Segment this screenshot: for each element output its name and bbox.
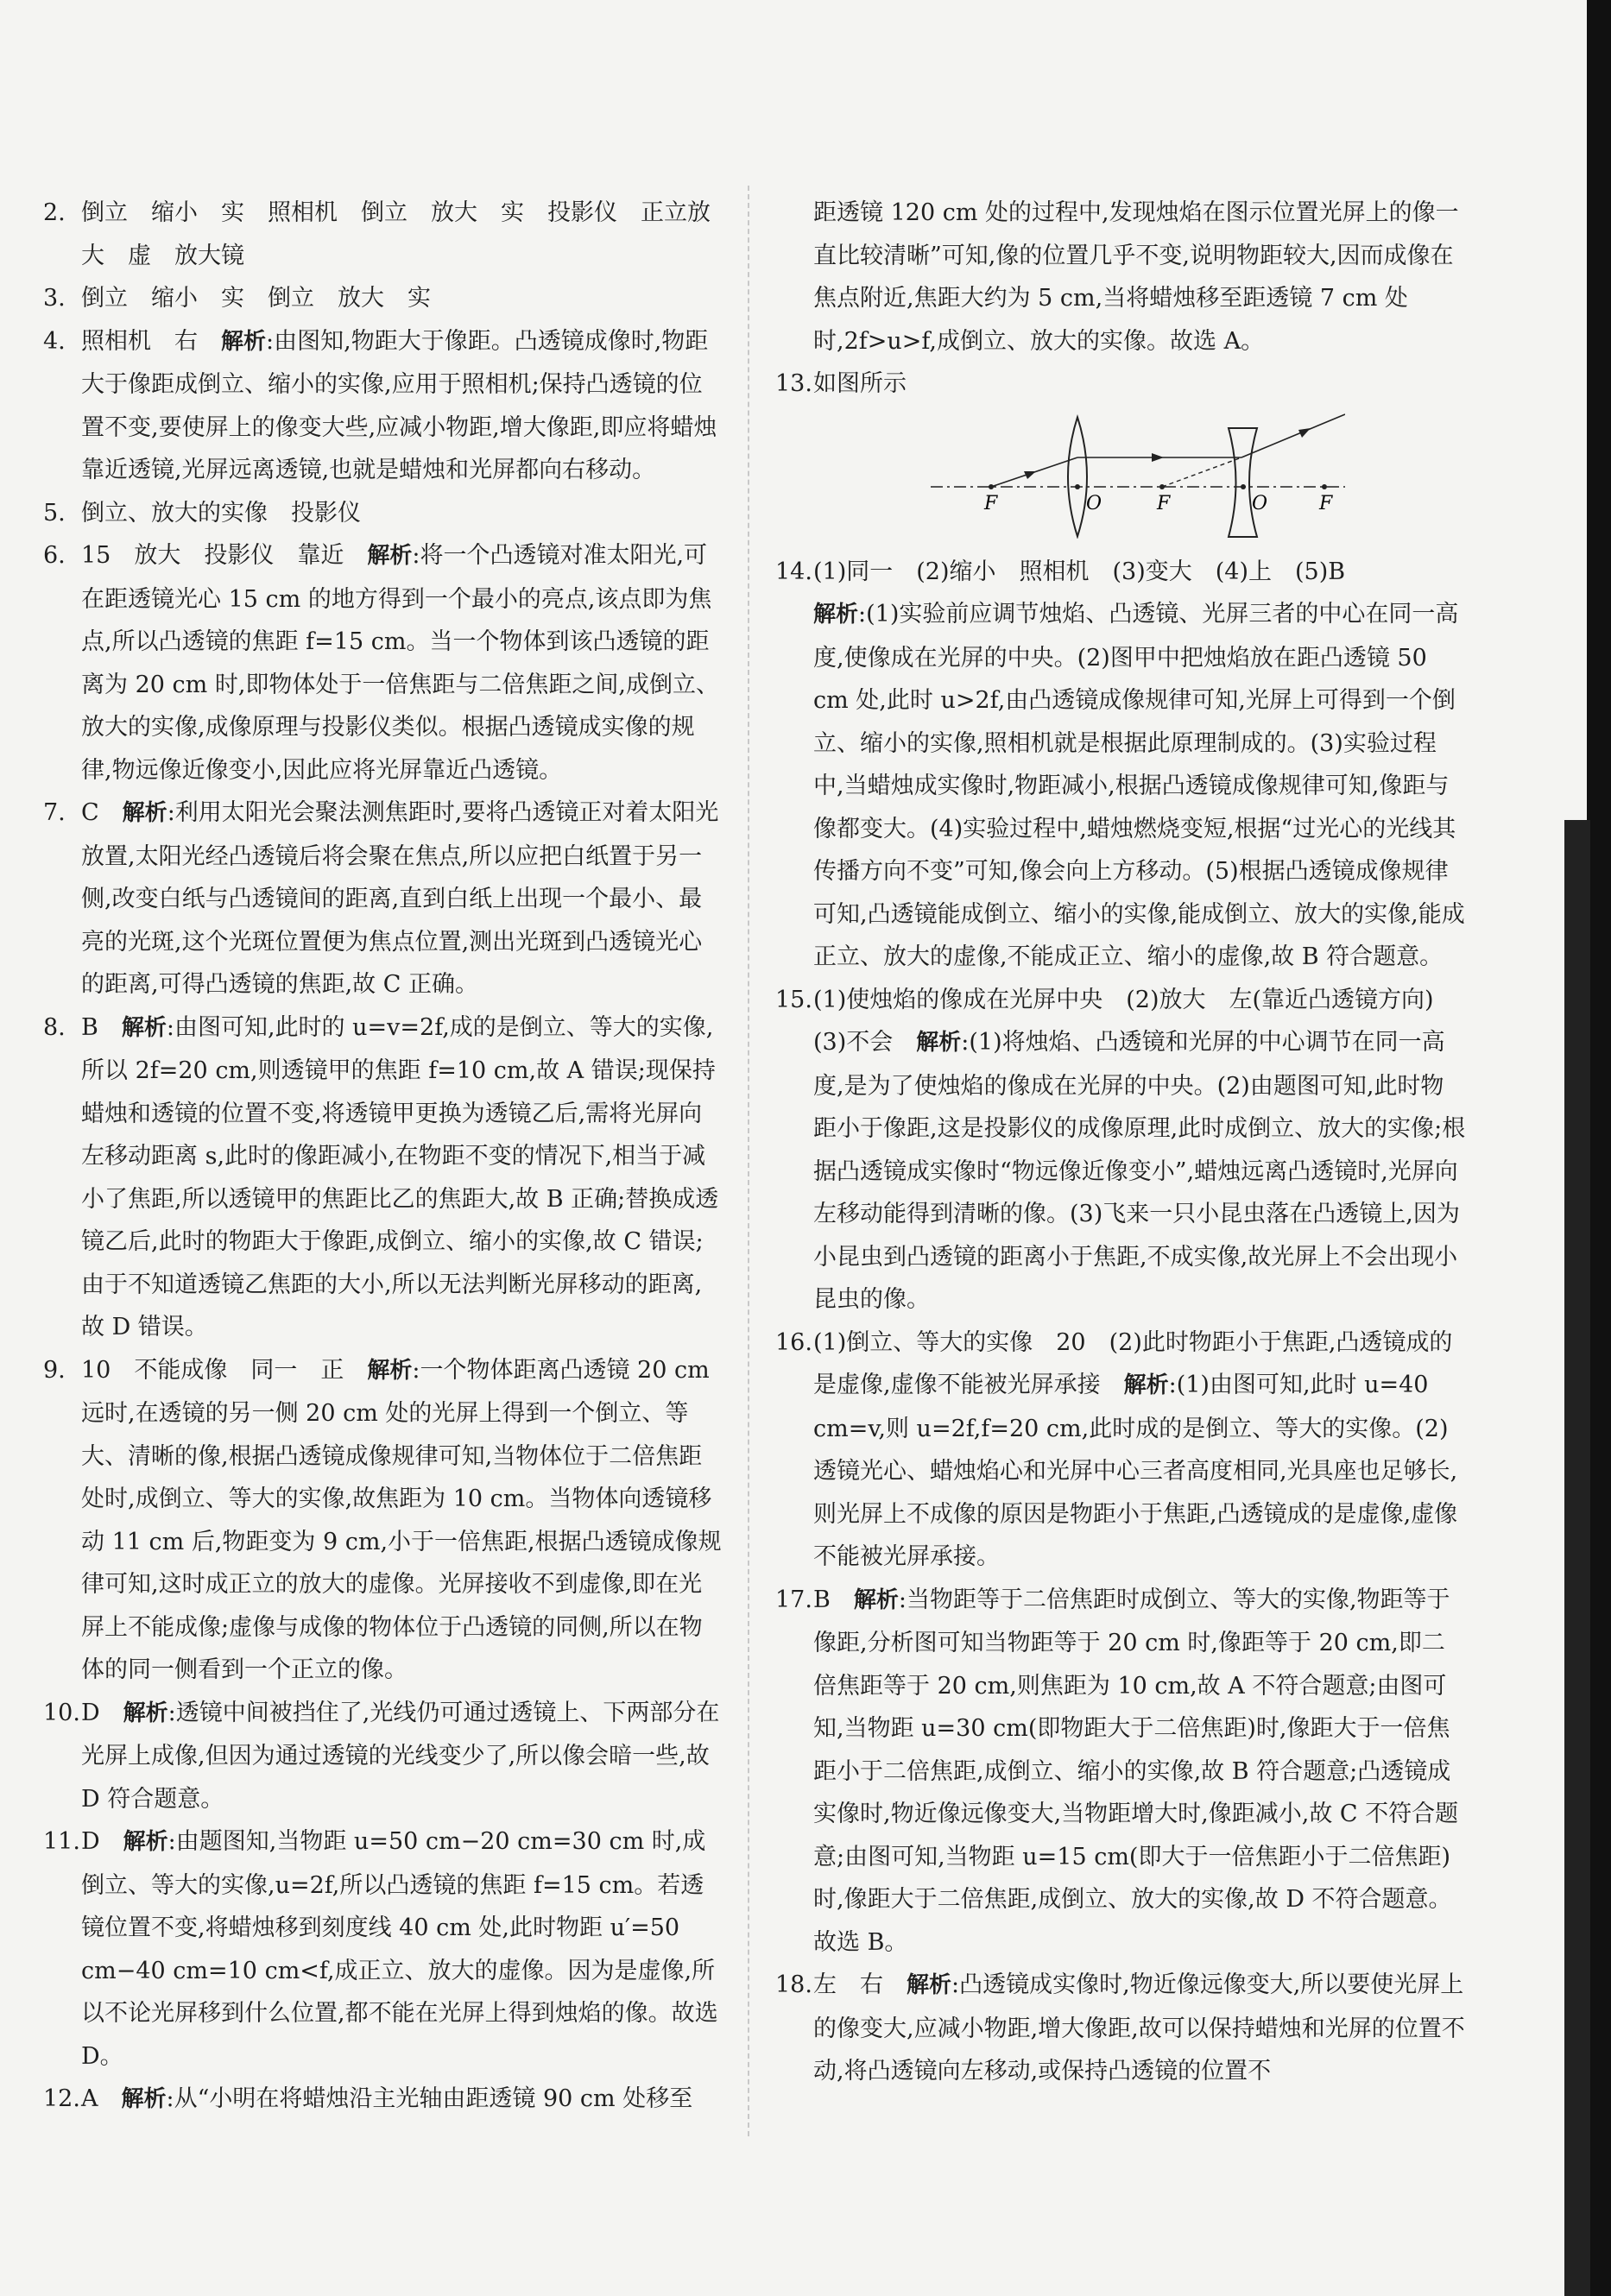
analysis-label: 解析 — [1123, 1372, 1169, 1398]
label-f3: F — [1319, 492, 1333, 514]
analysis-label: 解析 — [122, 800, 167, 826]
answer-text: :(1)由图可知,此时 u=40 cm=v,则 u=2f,f=20 cm,此时成的是倒立、等大的实像。(2)透镜光心、蜡烛焰心和光屏中心三者高度相同,光具座也足够长,则光屏上不成像的原因是物距小于焦距,凸透镜成的是虚像,虚像不能被光屏承接。 — [813, 1372, 1458, 1570]
answer-text: C — [81, 799, 123, 826]
analysis-label: 解析 — [907, 1972, 952, 1998]
label-f2: F — [1157, 492, 1171, 514]
answer-text: 倒立 缩小 实 照相机 倒立 放大 实 投影仪 正立放大 虚 放大镜 — [81, 199, 711, 269]
answer-item — [775, 1579, 1466, 1965]
answer-text: 左 右 — [813, 1971, 907, 1998]
page-edge-shadow-inner — [1564, 820, 1590, 2296]
answer-text: 10 不能成像 同一 正 — [81, 1356, 368, 1384]
answer-13 — [775, 363, 1466, 406]
right-answer-list — [775, 551, 1466, 2093]
answer-text: A — [81, 2085, 122, 2112]
analysis-label: 解析 — [916, 1030, 962, 1056]
answer-text: :(1)将烛焰、凸透镜和光屏的中心调节在同一高度,是为了使烛焰的像成在光屏的中央。(2)由题图可知,此时物距小于像距,这是投影仪的成像原理,此时成倒立、放大的实像;根据凸透镜成实像时“物远像近像变小”,蜡烛远离凸透镜时,光屏向左移动能得到清晰的像。(3)飞来一只小昆虫落在凸透镜上,因为小昆虫到凸透镜的距离小于焦距,不成实像,故光屏上不会出现小昆虫的像。 — [813, 1029, 1466, 1313]
answer-number: 6. — [43, 542, 66, 569]
answer-text: :透镜中间被挡住了,光线仍可通过透镜上、下两部分在光屏上成像,但因为通过透镜的光线变少了,所以像会暗一些,故 D 符合题意。 — [81, 1699, 720, 1813]
analysis-label: 解析 — [367, 543, 413, 569]
convex-lens — [1068, 417, 1087, 536]
ray-arrow-2 — [1152, 453, 1164, 462]
answer-text: :当物距等于二倍焦距时成倒立、等大的实像,物距等于像距,分析图可知当物距等于 20 cm 时,像距等于 20 cm,即二倍焦距等于 20 cm,则焦距为 10 cm,故 A 不符合题意;由图可知,当物距 u=30 cm(即物距大于二倍焦距)时,像距大于一倍焦距小于二倍焦距,成倒立、缩小的实像,故 B 符合题意;凸透镜成实像时,物近像远像变大,当物距增大时,像距减小,故 C 不符合题意;由图可知,当物距 u=15 cm(即大于一倍焦距小于二倍焦距)时,像距大于二倍焦距,成倒立、放大的实像,故 D 不符合题意。故选 B。 — [813, 1586, 1459, 1956]
answer-text: :将一个凸透镜对准太阳光,可在距透镜光心 15 cm 的地方得到一个最小的亮点,该点即为焦点,所以凸透镜的焦距 f=15 cm。当一个物体到该凸透镜的距离为 20 cm 时,即物体处于一倍焦距与二倍焦距之间,成倒立、放大的实像,成像原理与投影仪类似。根据凸透镜成实像的规律,物远像近像变小,因此应将光屏靠近凸透镜。 — [81, 542, 719, 784]
answer-item — [43, 492, 725, 535]
right-column — [775, 192, 1466, 2093]
answer-number: 10. — [43, 1699, 80, 1726]
left-column — [43, 192, 725, 2122]
answer-item — [775, 1321, 1466, 1579]
answer-number: 8. — [43, 1013, 66, 1041]
answer-item — [43, 1006, 725, 1349]
answer-number: 7. — [43, 799, 66, 826]
analysis-label: 解析 — [367, 1357, 413, 1384]
page-edge-shadow — [1587, 0, 1611, 2296]
answer-number: 5. — [43, 499, 66, 527]
ray-arrow-1 — [1024, 471, 1036, 479]
label-o1: O — [1086, 492, 1102, 514]
answer-text: (1)同一 (2)缩小 照相机 (3)变大 (4)上 (5)B — [813, 558, 1346, 585]
answer-text: D — [81, 1699, 123, 1726]
answer-text: :由图可知,此时的 u=v=2f,成的是倒立、等大的实像,所以 2f=20 cm,则透镜甲的焦距 f=10 cm,故 A 错误;现保持蜡烛和透镜的位置不变,将透镜甲更换为透镜乙后,需将光屏向左移动距离 s,此时的像距减小,在物距不变的情况下,相当于减小了焦距,所以透镜甲的焦距比乙的焦距大,故 B 正确;替换成透镜乙后,此时的物距大于像距,成倒立、缩小的实像,故 C 错误;由于不知道透镜乙焦距的大小,所以无法判断光屏移动的距离,故 D 错误。 — [81, 1013, 719, 1340]
column-divider — [748, 186, 749, 2136]
answer-item — [43, 1820, 725, 2078]
answer-item — [43, 792, 725, 1006]
answer-number: 4. — [43, 327, 66, 355]
answer-item — [775, 593, 1466, 979]
answer-text: D — [81, 1828, 123, 1855]
answer-text: :(1)实验前应调节烛焰、凸透镜、光屏三者的中心在同一高度,使像成在光屏的中央。(2)图甲中把烛焰放在距凸透镜 50 cm 处,此时 u>2f,由凸透镜成像规律可知,光屏上可得到一个倒立、缩小的实像,照相机就是根据此原理制成的。(3)实验过程中,当蜡烛成实像时,物距减小,根据凸透镜成像规律可知,像距与像都变大。(4)实验过程中,蜡烛燃烧变短,根据“过光心的光线其传播方向不变”可知,像会向上方移动。(5)根据凸透镜成像规律可知,凸透镜能成倒立、缩小的实像,能成倒立、放大的实像,能成正立、放大的虚像,不能成正立、缩小的虚像,故 B 符合题意。 — [813, 601, 1465, 970]
answer-number: 2. — [43, 199, 66, 226]
answer-text: B — [81, 1013, 122, 1041]
analysis-label: 解析 — [123, 1829, 168, 1855]
answer-number: 16. — [775, 1328, 812, 1356]
refracted-ray — [1241, 414, 1345, 457]
answer-text: :凸透镜成实像时,物近像远像变大,所以要使光屏上的像变大,应减小物距,增大像距,故可以保持蜡烛和光屏的位置不动,将凸透镜向左移动,或保持凸透镜的位置不 — [813, 1971, 1465, 2085]
answer-text: (1)倒立、等大的实像 20 (2)此时物距小于焦距,凸透镜成的是虚像,虚像不能被光屏承接 — [813, 1328, 1453, 1398]
answer-text: 如图所示 — [813, 370, 907, 397]
answer-number: 11. — [43, 1828, 80, 1855]
label-f1: F — [984, 492, 998, 514]
answer-item — [43, 2078, 725, 2122]
answer-text: 15 放大 投影仪 靠近 — [81, 542, 368, 569]
analysis-label: 解析 — [853, 1586, 899, 1613]
answer-12-continued: 距透镜 120 cm 处的过程中,发现烛焰在图示位置光屏上的像一直比较清晰”可知,像的位置几乎不变,说明物距较大,因而成像在焦点附近,焦距大约为 5 cm,当将蜡烛移至距透镜 7 cm 处时,2f>u>f,成倒立、放大的实像。故选 A。 — [813, 199, 1459, 355]
answer-item — [43, 1349, 725, 1692]
analysis-label: 解析 — [221, 328, 267, 355]
answer-text: 照相机 右 — [81, 327, 221, 355]
answer-item — [43, 320, 725, 492]
answer-item — [43, 192, 725, 277]
answer-item — [43, 277, 725, 320]
answer-number: 9. — [43, 1356, 66, 1384]
lens-ray-diagram — [775, 409, 1466, 539]
answer-number: 14. — [775, 558, 812, 585]
answer-item — [43, 1692, 725, 1821]
answer-text: B — [813, 1586, 854, 1613]
answer-item — [775, 551, 1466, 594]
answer-number: 13. — [775, 370, 812, 397]
answer-text: :从“小明在将蜡烛沿主光轴由距透镜 90 cm 处移至 — [166, 2085, 693, 2112]
answer-text: :利用太阳光会聚法测焦距时,要将凸透镜正对着太阳光放置,太阳光经凸透镜后将会聚在焦点,所以应把白纸置于另一侧,改变白纸与凸透镜间的距离,直到白纸上出现一个最小、最亮的光斑,这个光斑位置便为焦点位置,测出光斑到凸透镜光心的距离,可得凸透镜的焦距,故 C 正确。 — [81, 799, 719, 998]
answer-text: :由题图知,当物距 u=50 cm−20 cm=30 cm 时,成倒立、等大的实像,u=2f,所以凸透镜的焦距 f=15 cm。若透镜位置不变,将蜡烛移到刻度线 40 cm 处,此时物距 u′=50 cm−40 cm=10 cm<f,成正立、放大的虚像。因为是虚像,所以不论光屏移到什么位置,都不能在光屏上得到烛焰的像。故选 D。 — [81, 1828, 718, 2070]
label-o2: O — [1252, 492, 1268, 514]
answer-number: 18. — [775, 1971, 812, 1998]
answer-number: 12. — [43, 2085, 80, 2112]
analysis-label: 解析 — [123, 1700, 168, 1726]
answer-text: :一个物体距离凸透镜 20 cm 远时,在透镜的另一侧 20 cm 处的光屏上得到一个倒立、等大、清晰的像,根据凸透镜成像规律可知,当物体位于二倍焦距处时,成倒立、等大的实像,故焦距为 10 cm。当物体向透镜移动 11 cm 后,物距变为 9 cm,小于一倍焦距,根据凸透镜成像规律可知,这时成正立的放大的虚像。光屏接收不到虚像,即在光屏上不能成像;虚像与成像的物体位于凸透镜的同侧,所以在物体的同一侧看到一个正立的像。 — [81, 1356, 722, 1683]
answer-text: 倒立 缩小 实 倒立 放大 实 — [81, 285, 431, 312]
answer-item — [775, 979, 1466, 1321]
answer-item — [43, 534, 725, 792]
answer-text: (1)使烛焰的像成在光屏中央 (2)放大 左(靠近凸透镜方向) (3)不会 — [813, 986, 1457, 1056]
answer-text: 倒立、放大的实像 投影仪 — [81, 499, 361, 527]
answer-text: :由图知,物距大于像距。凸透镜成像时,物距大于像距成倒立、缩小的实像,应用于照相机;保持凸透镜的位置不变,要使屏上的像变大些,应减小物距,增大像距,即应将蜡烛靠近透镜,光屏远离透镜,也就是蜡烛和光屏都向右移动。 — [81, 327, 717, 483]
answer-number: 17. — [775, 1586, 812, 1613]
analysis-label: 解析 — [121, 2086, 167, 2112]
ray-arrow-3 — [1298, 428, 1311, 438]
answer-item — [775, 1964, 1466, 2093]
concave-lens — [1229, 428, 1257, 537]
analysis-label: 解析 — [813, 602, 859, 628]
virtual-extension — [1162, 457, 1241, 487]
answer-number: 15. — [775, 986, 812, 1013]
answer-number: 3. — [43, 285, 66, 312]
analysis-label: 解析 — [121, 1014, 167, 1041]
